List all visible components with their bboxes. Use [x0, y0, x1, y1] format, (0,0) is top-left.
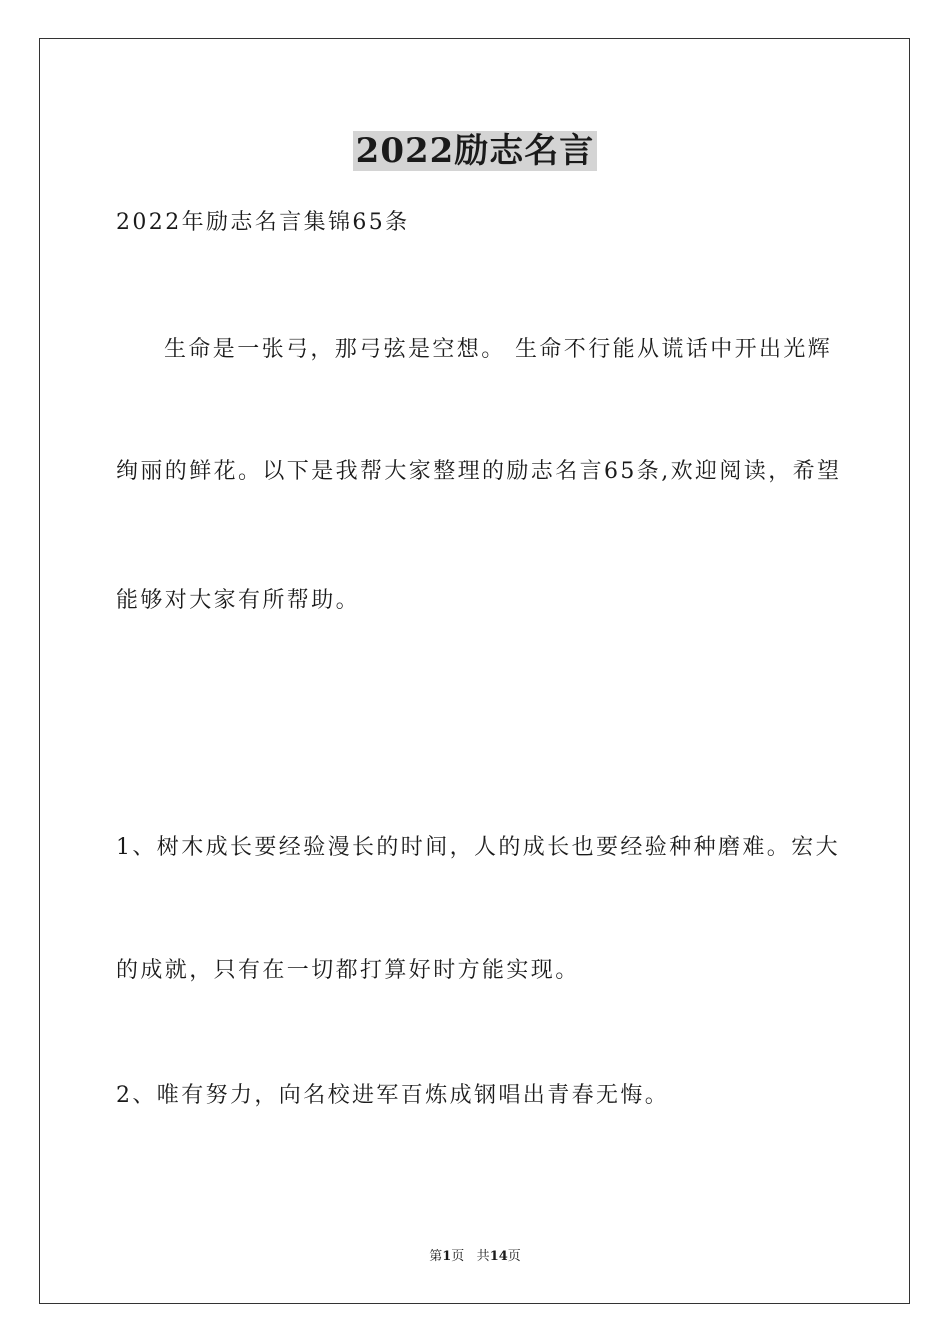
intro-line-1: 生命是一张弓，那弓弦是空想。 生命不行能从谎话中开出光辉: [164, 337, 833, 362]
total-pages: 14: [489, 1249, 508, 1264]
title-text: 2022励志名言: [353, 131, 598, 171]
page-number: 1: [442, 1249, 452, 1264]
page-footer: [0, 1248, 950, 1266]
intro-line-3: 能够对大家有所帮助。: [116, 588, 361, 613]
item-1-line-1: 1、树木成长要经验漫长的时间，人的成长也要经验种种磨难。宏大: [116, 835, 840, 860]
total-prefix: 共: [476, 1249, 490, 1264]
intro-line-2: 绚丽的鲜花。以下是我帮大家整理的励志名言65条,欢迎阅读，希望: [116, 459, 842, 484]
item-2-line-1: 2、唯有努力，向名校进军百炼成钢唱出青春无悔。: [116, 1083, 670, 1108]
document-title: [0, 126, 950, 176]
page-suffix: 页: [451, 1249, 465, 1264]
subtitle: 2022年励志名言集锦65条: [116, 210, 410, 235]
page-prefix: 第: [429, 1249, 443, 1264]
item-1-line-2: 的成就，只有在一切都打算好时方能实现。: [116, 958, 580, 983]
total-suffix: 页: [507, 1249, 521, 1264]
